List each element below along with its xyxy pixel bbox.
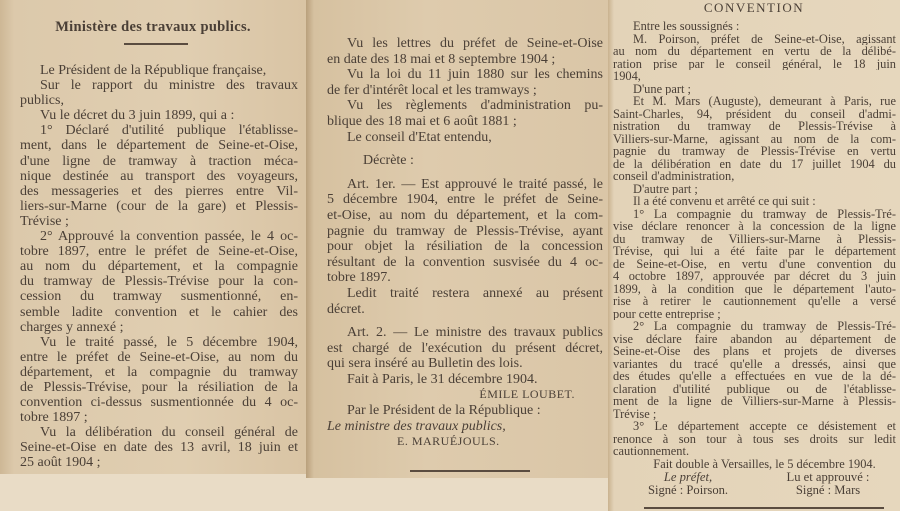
text-line: ration prise par le conseil général, le 18 juin xyxy=(613,57,896,70)
text-line: Sur le rapport du ministre des travaux xyxy=(40,78,298,94)
minister-title: Le ministre des travaux publics, xyxy=(327,418,506,434)
text-line: des messageries et des pierres entre Vil- xyxy=(20,183,298,199)
text-line: Seine-et-Oise des plans et projets de diverses xyxy=(613,345,896,358)
text-line: pour objet la résiliation de la concession xyxy=(327,239,603,255)
text-line: D'autre part ; xyxy=(633,182,698,195)
text-line: département, et la compagnie du tramway xyxy=(20,364,298,380)
text-line: pagnie du tramway de Plessis-Trévise en vertu xyxy=(613,145,896,158)
text-line: pagnie du tramway de Plessis-Trévise, ayant xyxy=(327,223,603,239)
text-line: Seine-et-Oise en date des 13 avril, 18 juin et xyxy=(20,440,298,456)
text-line: 3° Le département accepte ce désistement et xyxy=(633,420,896,433)
text-line: 1° La compagnie du tramway de Plessis-Tré- xyxy=(633,207,896,220)
text-line: Vu le traité passé, le 5 décembre 1904, xyxy=(40,334,298,350)
text-line: Ledit traité restera annexé au présent xyxy=(347,285,603,301)
text-line: pour cette entreprise ; xyxy=(613,307,721,320)
text-line: de Seine-et-Oise, en vertu d'une convention du xyxy=(613,257,896,270)
text-line: Trévise, qui lui a été faite par le département xyxy=(613,245,896,258)
text-line: 5 décembre 1904, entre le préfet de Seine- xyxy=(327,192,603,208)
text-line: M. Poirson, préfet de Seine-et-Oise, agissant xyxy=(633,32,896,45)
text-line: Fait à Paris, le 31 décembre 1904. xyxy=(347,371,538,387)
text-line: nistration du tramway de Plessis-Trévise à xyxy=(613,120,896,133)
text-line: Saint-Charles, 94, président du conseil d'admi- xyxy=(613,107,896,120)
text-line: renonce à son tour à tous ses droits sur ledit xyxy=(613,432,896,445)
text-line: 2° La compagnie du tramway de Plessis-Tré- xyxy=(633,320,896,333)
text-line: entre le préfet de Seine-et-Oise, au nom du xyxy=(20,349,298,365)
title-divider xyxy=(124,43,188,45)
text-line: du tramway de Plessis-Trévise pour la con- xyxy=(20,274,298,290)
text-line: Vu les règlements d'administration pu- xyxy=(347,98,603,114)
text-line: Vu les lettres du préfet de Seine-et-Oise xyxy=(347,36,603,51)
prefet-title: Le préfet, xyxy=(663,470,713,484)
page-margin xyxy=(306,478,608,511)
text-line: est chargé de l'exécution du présent décret, xyxy=(327,340,603,356)
convention-title: CONVENTION xyxy=(703,0,805,15)
decrete-heading: Décrète : xyxy=(363,153,414,169)
approval-signature-block xyxy=(763,471,893,497)
text-line: claration d'utilité publique ou de l'établisse- xyxy=(613,382,896,395)
text-line: Entre les soussignés : xyxy=(633,20,740,33)
text-line: d'une ligne de tramway à traction méca- xyxy=(20,153,298,169)
prefet-signature-block xyxy=(613,471,763,497)
end-divider xyxy=(410,470,530,472)
signatures xyxy=(613,471,896,497)
text-line: Il a été convenu et arrêté ce qui suit : xyxy=(633,195,816,208)
middle-column xyxy=(306,0,608,511)
text-line: conseil d'administration, xyxy=(613,170,735,183)
text-line: Art. 1er. — Est approuvé le traité passé, le xyxy=(347,176,603,192)
text-line: de fer d'intérêt local et les tramways ; xyxy=(327,82,537,98)
minister-signature: E. MARUÉJOULS. xyxy=(397,434,500,449)
prefet-signature: Signé : Poirson. xyxy=(647,483,729,497)
text-line: charges y annexé ; xyxy=(20,319,124,335)
text-line: 4 octobre 1897, approuvée par décret du 3 juin xyxy=(613,270,896,283)
text-line: Villiers-sur-Marne, agissant au nom de la com- xyxy=(613,132,896,145)
text-line: cautionnement. xyxy=(613,445,690,458)
text-line: de Plessis-Trévise, pour la résiliation de la xyxy=(20,379,298,395)
text-line: Art. 2. — Le ministre des travaux publics xyxy=(347,325,603,341)
text-line: D'une part ; xyxy=(633,82,691,95)
text-line: au nom du département en vertu de la délibé- xyxy=(613,45,896,58)
president-signature: ÉMILE LOUBET. xyxy=(479,387,575,402)
text-line: semble ladite convention et le cahier des xyxy=(20,304,298,320)
decree-preamble xyxy=(20,63,298,471)
text-line: au nom du département, et la compagnie xyxy=(20,259,298,275)
page-margin xyxy=(0,474,306,511)
left-column xyxy=(0,0,306,511)
text-line: 2° Approuvé la convention passée, le 4 oc- xyxy=(40,229,298,245)
text-line: Trévise ; xyxy=(613,407,657,420)
text-line: cession du tramway susmentionné, en- xyxy=(20,289,298,305)
text-line: Fait double à Versailles, le 5 décembre 1904. xyxy=(653,457,876,470)
approval-title: Lu et approuvé : xyxy=(786,470,870,484)
text-line: liers-sur-Marne (cour de la gare) et Plessis- xyxy=(20,198,298,214)
text-line: convention ci-dessus susmentionnée du 4 oc- xyxy=(20,395,298,411)
text-line: Vu la délibération du conseil général de xyxy=(40,425,298,441)
text-line: rise à retirer le cautionnement qu'elle a versé xyxy=(613,295,896,308)
text-line: décret. xyxy=(327,301,365,317)
text-line: Et M. Mars (Auguste), demeurant à Paris, rue xyxy=(633,95,896,108)
text-line: 25 août 1904 ; xyxy=(20,455,101,471)
text-line: publics, xyxy=(20,93,64,109)
mars-signature: Signé : Mars xyxy=(795,483,861,497)
text-line: Vu le décret du 3 juin 1899, qui a : xyxy=(40,108,235,124)
text-line: 1° Déclaré d'utilité publique l'établisse- xyxy=(40,123,298,139)
text-line: résultant de la convention susvisée du 4 oc- xyxy=(327,254,603,270)
text-line: blique des 18 mai et 6 août 1881 ; xyxy=(327,113,517,129)
right-column xyxy=(608,0,900,511)
text-line: des études qu'elle a effectuées en vue de la dé- xyxy=(613,370,896,383)
text-line: ment, dans le département de Seine-et-Oise, xyxy=(20,138,298,154)
text-line: ment de la ligne de Villiers-sur-Marne à Plessis- xyxy=(613,395,896,408)
text-line: variantes du tracé qu'elle a dressés, ainsi que xyxy=(613,357,896,370)
par-le-president: Par le Président de la République : xyxy=(347,403,541,419)
text-line: Le conseil d'Etat entendu, xyxy=(347,129,492,145)
text-line: tobre 1897. xyxy=(327,270,391,286)
section-title: Ministère des travaux publics. xyxy=(55,19,251,35)
text-line: vise déclare faire abandon au département de xyxy=(613,332,896,345)
text-line: du tramway de Villiers-sur-Marne à Plessis- xyxy=(613,232,896,245)
text-line: 1899, à la condition que le département l'auto- xyxy=(613,282,896,295)
convention-body xyxy=(613,20,896,497)
decree-body xyxy=(327,36,603,450)
text-line: vise déclare renoncer à la concession de la ligne xyxy=(613,220,896,233)
text-line: et-Oise, au nom du département, et la com- xyxy=(327,207,603,223)
text-line: Vu la loi du 11 juin 1880 sur les chemins xyxy=(347,67,603,83)
text-line: qui sera inséré au Bulletin des lois. xyxy=(327,356,523,372)
text-line: nique destinée au transport des voyageurs, xyxy=(20,168,298,184)
end-divider xyxy=(644,507,884,509)
text-line: tobre 1897 ; xyxy=(20,410,88,426)
text-line: 1904, xyxy=(613,70,641,83)
text-line: Trévise ; xyxy=(20,213,69,229)
text-line: en date des 18 mai et 8 septembre 1904 ; xyxy=(327,51,556,67)
text-line: tobre 1897, entre le préfet de Seine-et-Oise, xyxy=(20,244,298,260)
text-line: Le Président de la République française, xyxy=(40,63,267,78)
text-line: de la délibération en date du 17 juillet 1904 du xyxy=(613,157,896,170)
